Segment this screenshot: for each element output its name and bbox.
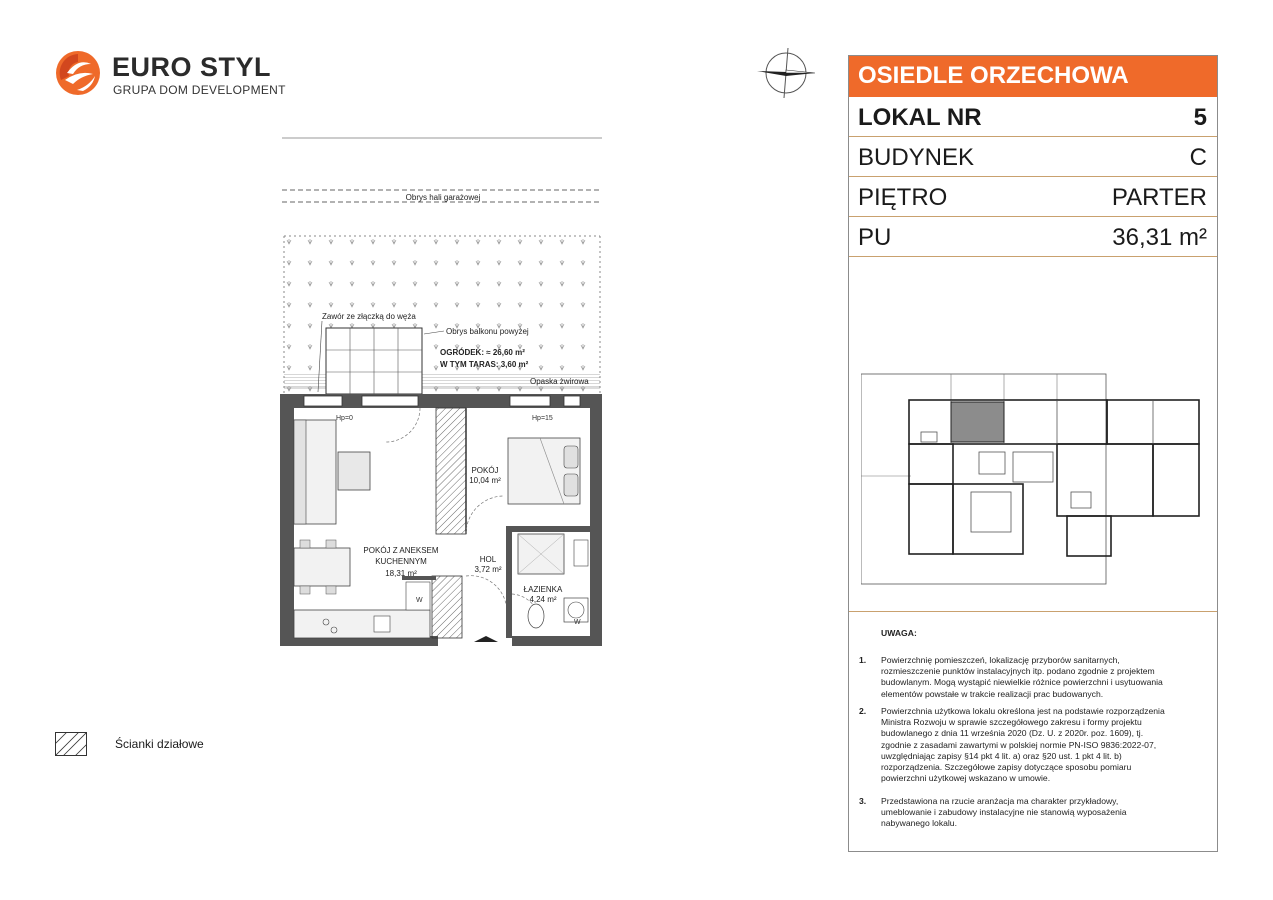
room-pokoj-area: 10,04 m² <box>469 476 501 485</box>
brand-logo <box>55 50 285 102</box>
row-lokal-label: LOKAL NR <box>858 104 982 131</box>
w-label-kitchen: W <box>416 597 423 604</box>
room-living-name-1: POKÓJ Z ANEKSEM <box>363 546 439 555</box>
partition-hatch-icon <box>55 732 87 756</box>
info-panel <box>848 55 1218 852</box>
project-title-bar <box>849 56 1217 97</box>
note-1-number: 1. <box>859 655 867 665</box>
row-pietro-value: PARTER <box>1111 184 1207 211</box>
note-3-number: 3. <box>859 796 867 806</box>
row-pietro-label: PIĘTRO <box>858 184 948 211</box>
row-pu <box>849 217 1217 257</box>
note-3-text: Przedstawiona na rzucie aranżacja ma charakter przykładowy, umeblowanie i zabudowy instalacyjne nie stanowią wyposażenia nabywanego lokalu. <box>881 796 1127 829</box>
row-lokal-value: 5 <box>1193 104 1207 131</box>
w-label-bath: W <box>574 619 581 626</box>
legend <box>55 732 305 762</box>
note-2-text: Powierzchnia użytkowa lokalu określona jest na podstawie rozporządzenia Ministra Rozwoju w sprawie szczegółowego zakresu i formy projektu budowlanego z dnia 11 września 2020 (Dz. U. z 2020r. poz. 1609), tj. zgodnie z zasadami zawartymi w polskiej normie PN-ISO 9836:2022-07, uwzględniając zapisy §14 pkt 4 lit. a) oraz §20 ust. 1 pkt 4 lit. b) rozporządzenia. Szczegółowe zapisy dotyczące sposobu pomiaru powierzchni użytkowej wskazano w umowie. <box>881 706 1165 784</box>
brand-name: EURO STYL <box>112 52 272 82</box>
logo-mark-icon <box>55 50 101 96</box>
room-living-area: 18,31 m² <box>385 569 417 578</box>
hp15-label: Hp=15 <box>532 415 553 422</box>
project-title: OSIEDLE ORZECHOWA <box>858 62 1129 89</box>
terrace-area-label: W TYM TARAS: 3,60 m² <box>440 360 529 369</box>
row-pu-label: PU <box>858 224 892 251</box>
balcony-outline-label: Obrys balkonu powyżej <box>446 327 529 336</box>
row-budynek <box>849 137 1217 177</box>
garage-outline-label: Obrys hali garażowej <box>405 193 481 202</box>
brand-subtitle: GRUPA DOM DEVELOPMENT <box>113 83 286 97</box>
room-bath-name: ŁAZIENKA <box>523 585 563 594</box>
room-hall-name: HOL <box>479 555 497 564</box>
room-living-name-2: KUCHENNYM <box>375 557 427 566</box>
room-bath-area: 4,24 m² <box>529 595 557 604</box>
garden-area-label: OGRÓDEK: ≈ 26,60 m² <box>440 348 525 357</box>
floor-plan <box>278 130 608 660</box>
row-lokal <box>849 97 1217 137</box>
panel-divider <box>849 611 1217 612</box>
room-pokoj-name: POKÓJ <box>471 466 499 475</box>
legend-label: Ścianki działowe <box>115 737 204 751</box>
hp0-label: Hp=0 <box>336 415 353 422</box>
note-1-text: Powierzchnię pomieszczeń, lokalizację przyborów sanitarnych, rozmieszczenie punktów instalacyjnych itp. podano zgodnie z projektem budowlanym. Mogą wystąpić niewielkie różnice powierzchni i usytuowania elementów powstałe w trakcie realizacji prac budowanych. <box>881 655 1163 699</box>
notes-title: UWAGA: <box>881 628 917 638</box>
row-pu-value: 36,31 m² <box>1112 224 1207 251</box>
note-2-number: 2. <box>859 706 867 716</box>
unit-highlight <box>951 402 1004 442</box>
north-arrow-icon <box>755 46 817 100</box>
row-pietro <box>849 177 1217 217</box>
row-budynek-value: C <box>1189 144 1207 171</box>
room-hall-area: 3,72 m² <box>474 565 502 574</box>
key-plan <box>861 372 1211 587</box>
gravel-label: Opaska żwirowa <box>530 377 589 386</box>
valve-label: Zawór ze złączką do węża <box>322 312 416 321</box>
row-budynek-label: BUDYNEK <box>858 144 975 171</box>
